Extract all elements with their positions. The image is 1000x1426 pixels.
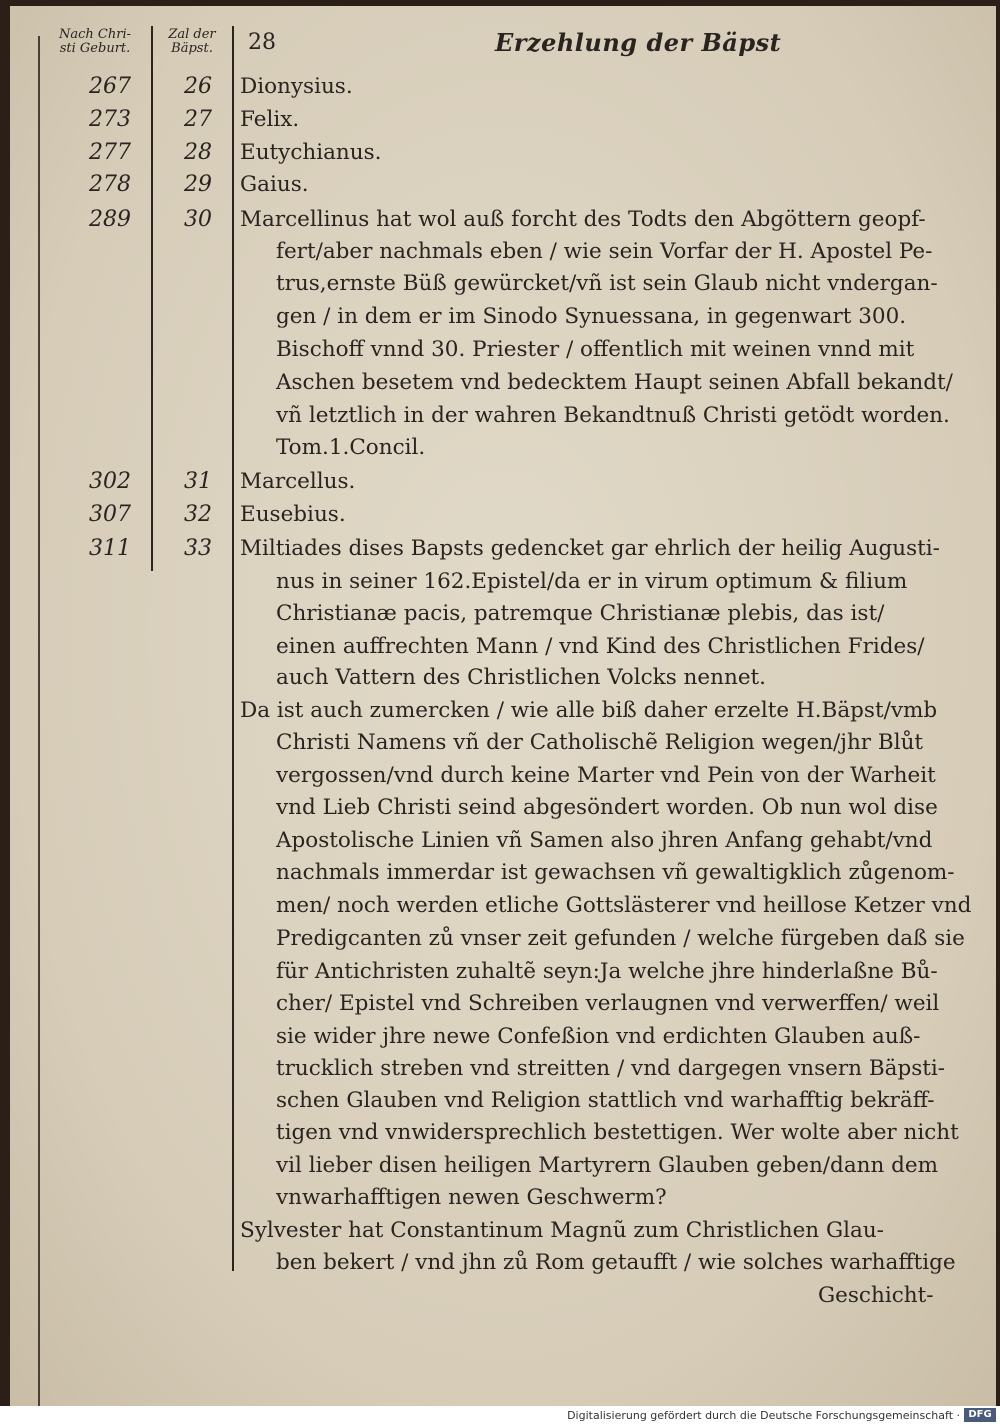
running-head: Erzehlung der Bäpst <box>495 28 782 57</box>
entry-year: 302 <box>89 469 131 494</box>
entry-text: Predigcanten zů vnser zeit gefunden / welche fürgeben daß sie <box>276 926 965 951</box>
header-number-column <box>154 28 230 56</box>
entry-number: 33 <box>184 536 212 561</box>
header-number-line2: Bäpst. <box>171 41 213 56</box>
entry-year: 267 <box>89 74 131 99</box>
entry-text: vnwarhafftigen newen Geschwerm? <box>276 1185 667 1210</box>
entry-text: Christi Namens vñ der Catholischẽ Religion wegen/jhr Blůt <box>276 730 924 755</box>
book-page <box>10 6 996 1406</box>
entry-text: vñ letztlich in der wahren Bekandtnuß Christi getödt worden. <box>276 403 950 428</box>
entry-number: 26 <box>184 74 212 99</box>
entry-number: 28 <box>184 140 212 165</box>
entry-text: nus in seiner 162.Epistel/da er in virum optimum & filium <box>276 569 908 594</box>
entry-text: Aschen besetem vnd bedecktem Haupt seinen Abfall bekandt/ <box>276 370 953 395</box>
entry-text: men/ noch werden etliche Gottslästerer vnd heillose Ketzer vnd <box>276 893 972 918</box>
entry-text: Apostolische Linien vñ Samen also jhren Anfang gehabt/vnd <box>276 828 933 853</box>
footer-credit: Digitalisierung gefördert durch die Deutsche Forschungsgemeinschaft · <box>567 1409 960 1422</box>
entry-text: nachmals immerdar ist gewachsen vñ gewaltigklich zůgenom- <box>276 860 955 885</box>
entry-text: Marcellinus hat wol auß forcht des Todts den Abgöttern geopf- <box>240 207 926 232</box>
entry-text: Marcellus. <box>240 469 356 494</box>
entry-text: Tom.1.Concil. <box>276 435 426 460</box>
entry-number: 29 <box>184 172 212 197</box>
page-number: 28 <box>248 30 276 55</box>
entry-text: ben bekert / vnd jhn zů Rom getaufft / wie solches warhafftige <box>276 1250 956 1275</box>
entry-number: 32 <box>184 502 212 527</box>
entry-text: Sylvester hat Constantinum Magnũ zum Christlichen Glau- <box>240 1218 884 1243</box>
entry-year: 289 <box>89 207 131 232</box>
entry-text: sie wider jhre newe Confeßion vnd erdichten Glauben auß- <box>276 1024 921 1049</box>
entry-year: 307 <box>89 502 131 527</box>
dfg-logo-icon: DFG <box>964 1408 996 1422</box>
entry-text: Dionysius. <box>240 74 353 99</box>
entry-year: 311 <box>89 536 131 561</box>
entry-number: 31 <box>184 469 212 494</box>
entry-text: trucklich streben vnd streitten / vnd dargegen vnsern Bäpsti- <box>276 1056 946 1081</box>
entry-text: Felix. <box>240 107 300 132</box>
entry-text: trus,ernste Büß gewürcket/vñ ist sein Glaub nicht vndergan- <box>276 271 938 296</box>
entry-text: tigen vnd vnwidersprechlich bestettigen. Wer wolte aber nicht <box>276 1120 959 1145</box>
entry-text: vnd Lieb Christi seind abgesöndert worden. Ob nun wol dise <box>276 795 938 820</box>
header-number-line1: Zal der <box>168 27 216 42</box>
entry-text: für Antichristen zuhaltẽ seyn:Ja welche jhre hinderlaßne Bů- <box>276 959 938 984</box>
entry-text: Christianæ pacis, patremque Christianæ plebis, das ist/ <box>276 601 885 626</box>
entry-year: 273 <box>89 107 131 132</box>
header-year-column <box>42 28 148 56</box>
entry-text: Miltiades dises Bapsts gedencket gar ehrlich der heilig Augusti- <box>240 536 940 561</box>
entry-text: fert/aber nachmals eben / wie sein Vorfar der H. Apostel Pe- <box>276 239 933 264</box>
entry-text: Eutychianus. <box>240 140 382 165</box>
column-rule-left <box>38 36 40 1406</box>
entry-text: auch Vattern des Christlichen Volcks nennet. <box>276 665 767 690</box>
entry-text: einen auffrechten Mann / vnd Kind des Christlichen Frides/ <box>276 634 925 659</box>
entry-text: gen / in dem er im Sinodo Synuessana, in gegenwart 300. <box>276 304 907 329</box>
header-year-line2: sti Geburt. <box>59 41 131 56</box>
entry-text: Da ist auch zumercken / wie alle biß daher erzelte H.Bäpst/vmb <box>240 698 938 723</box>
entry-text: Gaius. <box>240 172 309 197</box>
entry-number: 30 <box>184 207 212 232</box>
entry-text: vil lieber disen heiligen Martyrern Glauben geben/dann dem <box>276 1153 939 1178</box>
entry-text: vergossen/vnd durch keine Marter vnd Pein von der Warheit <box>276 763 936 788</box>
entry-text: Bischoff vnnd 30. Priester / offentlich mit weinen vnnd mit <box>276 337 915 362</box>
entry-text: schen Glauben vnd Religion stattlich vnd warhafftig bekräff- <box>276 1088 935 1113</box>
digitization-footer <box>0 1406 1000 1426</box>
entry-year: 277 <box>89 140 131 165</box>
entry-number: 27 <box>184 107 212 132</box>
header-year-line1: Nach Chri- <box>59 27 131 42</box>
entry-year: 278 <box>89 172 131 197</box>
entry-text: Eusebius. <box>240 502 346 527</box>
catchword: Geschicht- <box>818 1283 934 1308</box>
entry-text: cher/ Epistel vnd Schreiben verlaugnen vnd verwerffen/ weil <box>276 991 940 1016</box>
